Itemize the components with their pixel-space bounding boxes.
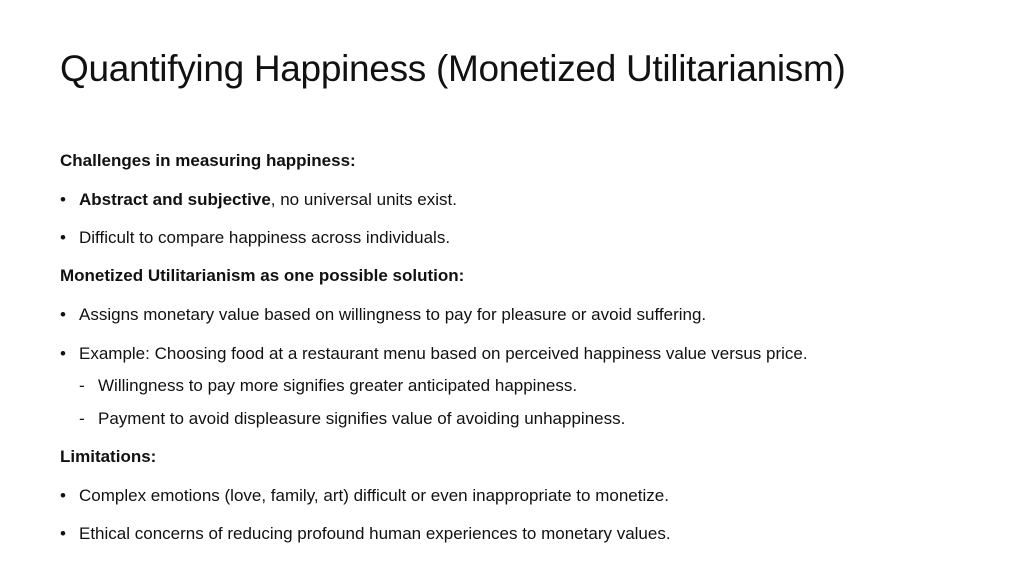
solution-sub-bullet-2 <box>60 408 625 430</box>
slide-title: Quantifying Happiness (Monetized Utilitarianism) <box>60 48 846 89</box>
solution-bullet-1 <box>60 304 706 326</box>
bullet-marker: • <box>60 344 66 363</box>
dash-marker: - <box>79 409 85 428</box>
bullet-marker: • <box>60 524 66 543</box>
challenges-bullet-1 <box>60 189 457 211</box>
solution-heading: Monetized Utilitarianism as one possible solution: <box>60 266 465 285</box>
bullet-text: Assigns monetary value based on willingness to pay for pleasure or avoid suffering. <box>79 305 707 324</box>
limitations-bullet-1 <box>60 485 669 507</box>
bullet-text: Complex emotions (love, family, art) difficult or even inappropriate to monetize. <box>79 486 669 505</box>
bullet-text: Ethical concerns of reducing profound human experiences to monetary values. <box>79 524 671 543</box>
bullet-text: , no universal units exist. <box>270 190 457 209</box>
bullet-marker: • <box>60 190 66 209</box>
bullet-bold-text: Abstract and subjective <box>79 190 271 209</box>
limitations-heading: Limitations: <box>60 447 157 466</box>
challenges-bullet-2 <box>60 227 450 249</box>
sub-bullet-text: Payment to avoid displeasure signifies value of avoiding unhappiness. <box>98 409 626 428</box>
challenges-heading: Challenges in measuring happiness: <box>60 151 356 170</box>
bullet-marker: • <box>60 305 66 324</box>
bullet-text: Example: Choosing food at a restaurant menu based on perceived happiness value versus price. <box>79 344 808 363</box>
bullet-text: Difficult to compare happiness across individuals. <box>79 228 451 247</box>
bullet-marker: • <box>60 228 66 247</box>
bullet-marker: • <box>60 486 66 505</box>
solution-bullet-2 <box>60 343 808 365</box>
solution-sub-bullet-1 <box>60 375 577 397</box>
limitations-bullet-2 <box>60 523 671 545</box>
sub-bullet-text: Willingness to pay more signifies greater anticipated happiness. <box>98 376 578 395</box>
dash-marker: - <box>79 376 85 395</box>
